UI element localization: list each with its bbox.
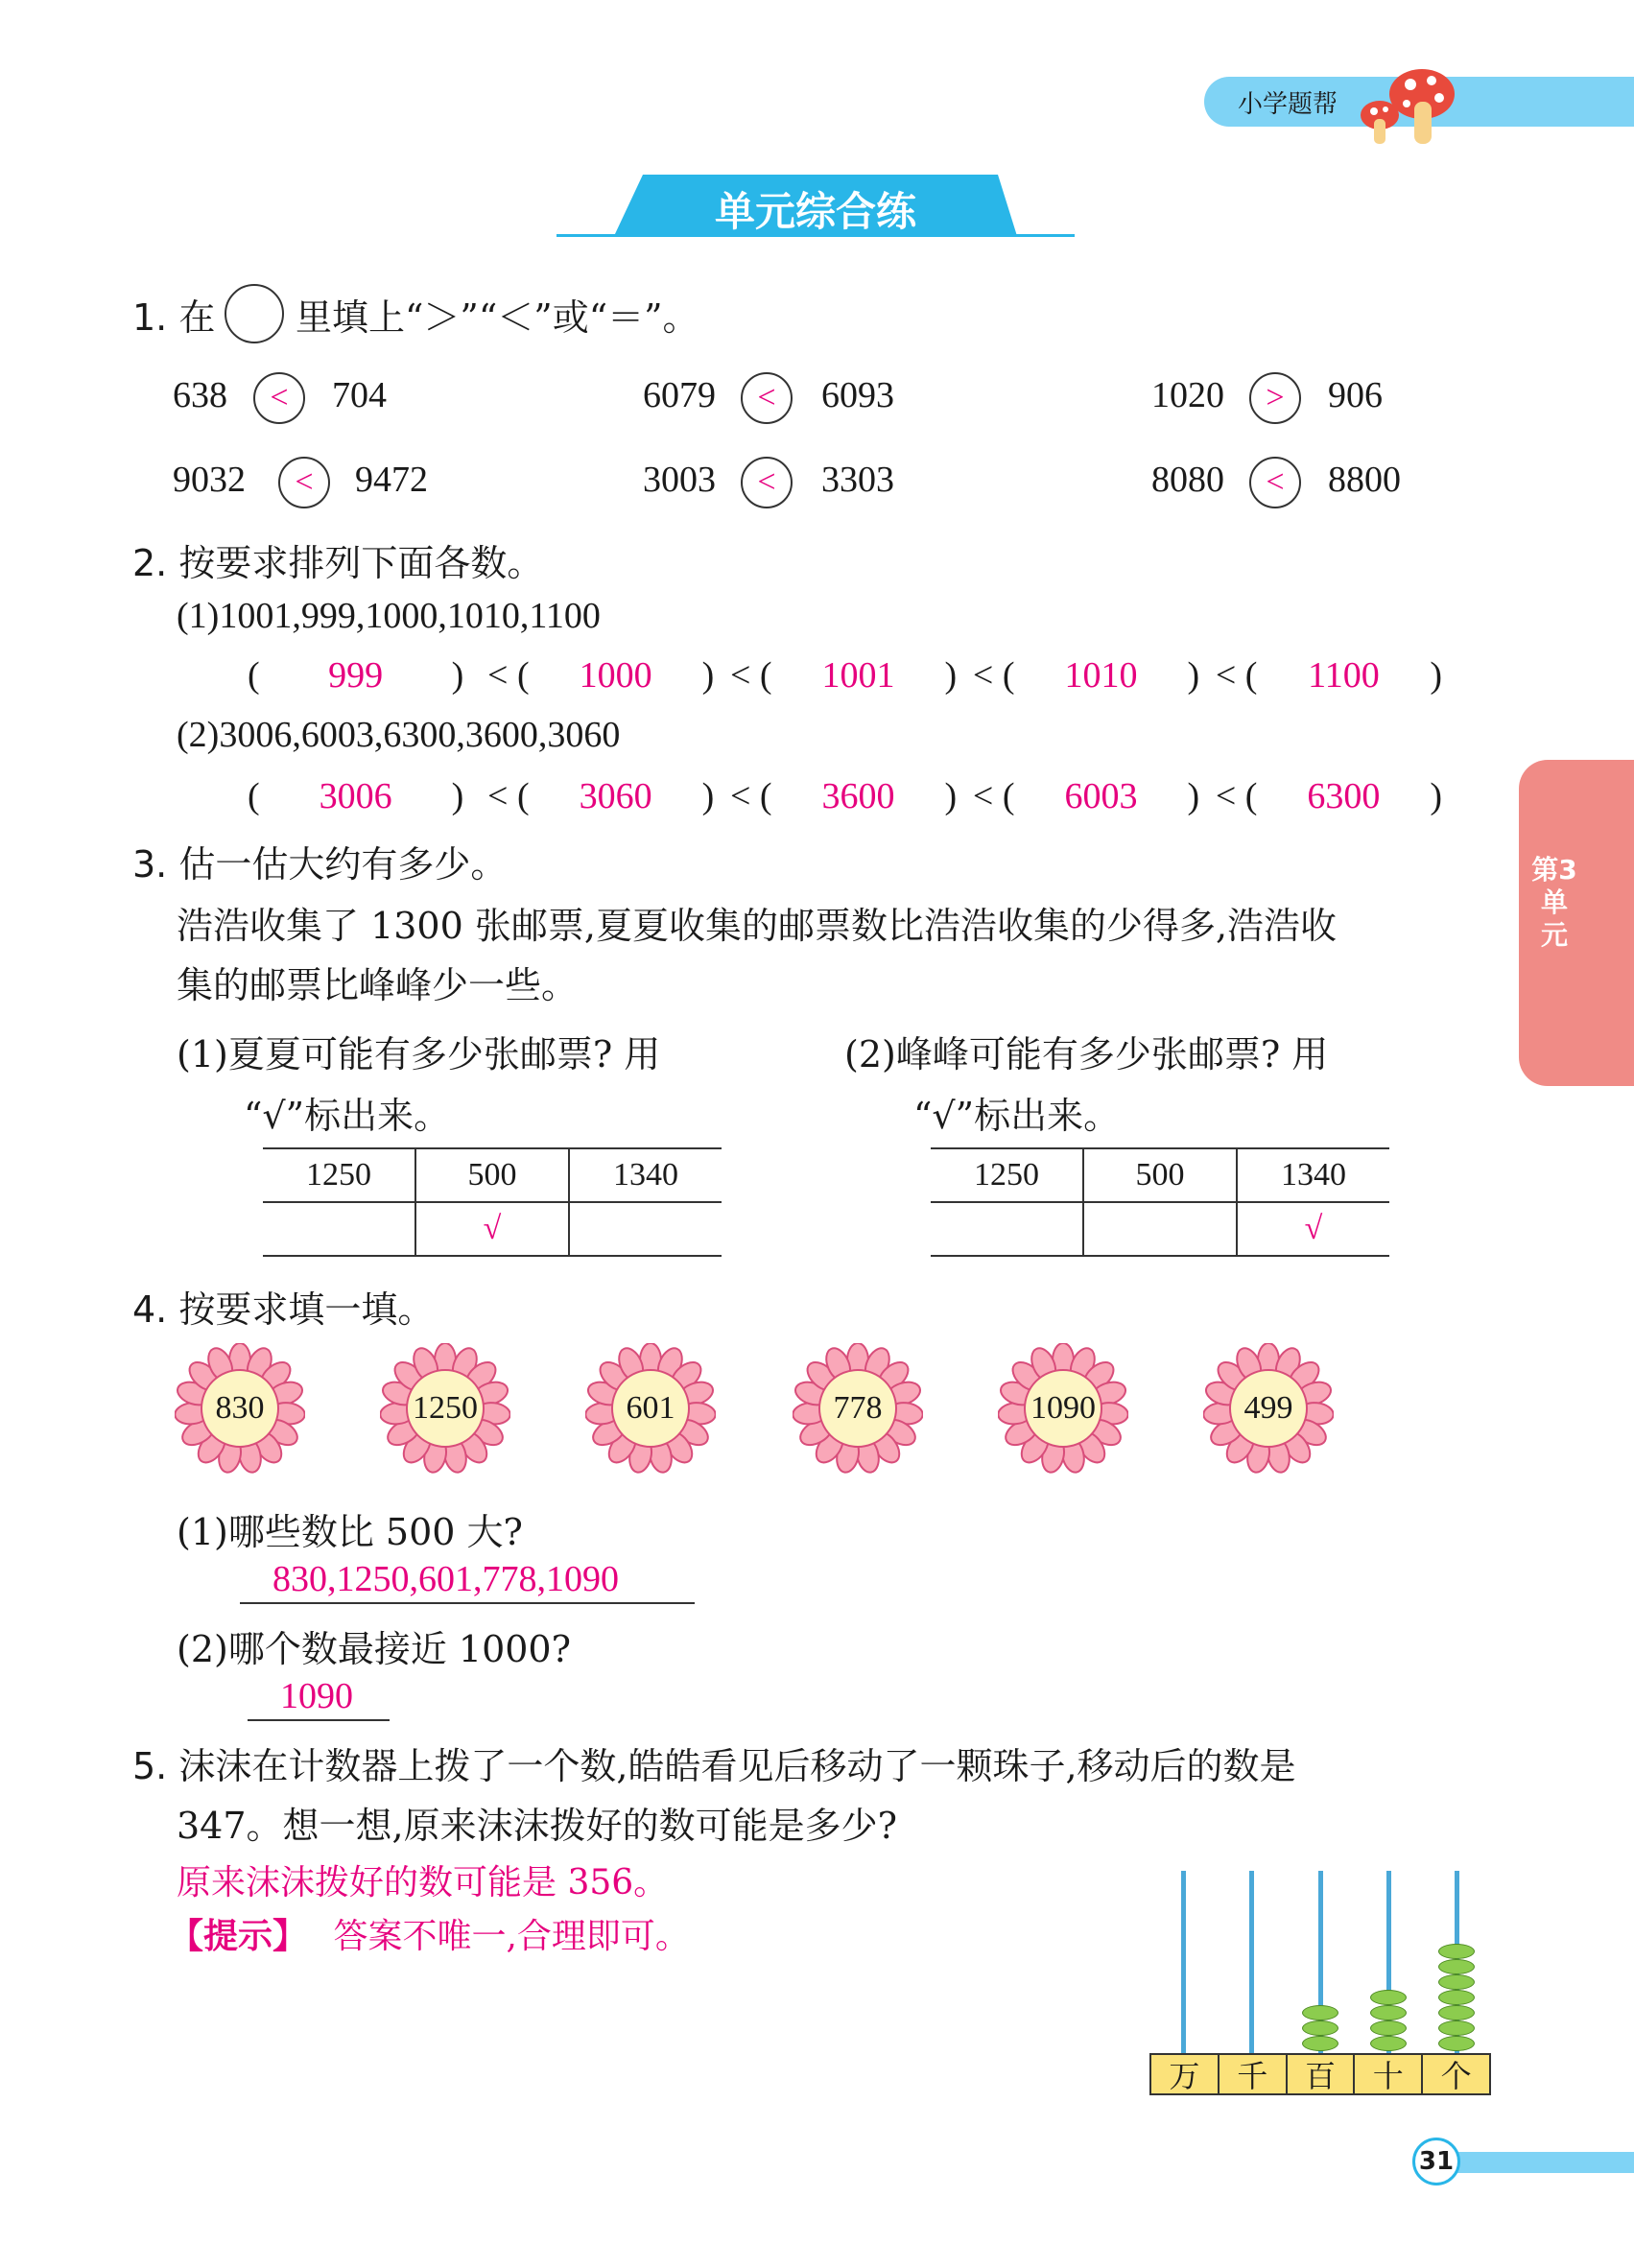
q2-part2-label: (2): [177, 715, 220, 755]
side-tab-text: [1530, 854, 1578, 952]
q2-part1-blank-4[interactable]: ( 1100 ): [1244, 655, 1443, 696]
cmp-r1c2-op[interactable]: <: [1249, 457, 1301, 508]
flower-number: 499: [1243, 1390, 1293, 1426]
table-cell: 1340: [1237, 1148, 1389, 1202]
cmp-r1c2-b: 8800: [1328, 460, 1401, 500]
abacus-bead[interactable]: [1438, 1944, 1475, 1959]
abacus-place: 百: [1286, 2055, 1354, 2093]
flower-number: 778: [833, 1390, 883, 1426]
flower-number: 601: [626, 1390, 675, 1426]
q5-hint-label: 【提示】: [169, 1917, 308, 1956]
cmp-r1c2-a: 8080: [1151, 460, 1224, 500]
q4-prompt: [132, 1280, 434, 1333]
q3-prompt-text: 估一估大约有多少。: [178, 843, 508, 886]
abacus-bead[interactable]: [1302, 2036, 1338, 2051]
abacus-bead[interactable]: [1370, 2020, 1407, 2036]
abacus-place: 个: [1421, 2055, 1489, 2093]
abacus-rod: [1249, 1871, 1254, 2053]
q3-part1-table: [263, 1147, 722, 1257]
q4-part1-answer-line: [240, 1602, 695, 1604]
abacus-bead[interactable]: [1370, 1990, 1407, 2005]
abacus-place: 千: [1218, 2055, 1286, 2093]
q4-part2-answer[interactable]: 1090: [280, 1676, 353, 1716]
check-cell[interactable]: [1083, 1202, 1237, 1256]
abacus-bead[interactable]: [1438, 1974, 1475, 1990]
q2-part1-label: (1): [177, 596, 220, 636]
q1-blank-circle: [225, 284, 284, 343]
page-number: 31: [1412, 2138, 1460, 2185]
q2-part1-blank-2[interactable]: ( 1001 ): [759, 655, 958, 696]
q3-part1-line1: (1)夏夏可能有多少张邮票? 用: [177, 1033, 661, 1075]
cmp-r1c0-op[interactable]: <: [278, 457, 330, 508]
cmp-r0c0-a: 638: [173, 375, 227, 415]
q2-part2-blank-3[interactable]: ( 6003 ): [1002, 776, 1200, 816]
cmp-r0c1-a: 6079: [643, 375, 716, 415]
q5-line2: 347。想一想,原来沫沫拨好的数可能是多少?: [177, 1805, 897, 1847]
q3-part1-line2: “√”标出来。: [244, 1095, 451, 1137]
abacus-bead[interactable]: [1302, 2020, 1338, 2036]
q3-part2-line1: (2)峰峰可能有多少张邮票? 用: [844, 1033, 1329, 1075]
q4-part1-answer[interactable]: 830,1250,601,778,1090: [272, 1559, 619, 1599]
cmp-r0c2-a: 1020: [1151, 375, 1224, 415]
q2-part1-answer-3: 1010: [1064, 655, 1138, 696]
q2-prompt: [132, 533, 543, 586]
q2-part1-blanks: ( 999 ) < ( 1000 ) < ( 1001 ) < ( 1010 ) < ( 1100 ): [248, 654, 1458, 697]
abacus-bead[interactable]: [1438, 2020, 1475, 2036]
side-tab-label: 第3单元: [1531, 854, 1577, 951]
q2-part1-answer-2: 1001: [821, 655, 895, 696]
q2-part2-answer-0: 3006: [319, 776, 392, 816]
q3-part2-table: [931, 1147, 1389, 1257]
table-cell: 500: [415, 1148, 569, 1202]
q2-part2-blank-4[interactable]: ( 6300 ): [1244, 776, 1443, 816]
q1-number: 1.: [132, 296, 168, 339]
q1-prompt: [132, 288, 215, 341]
q2-part1-blank-1[interactable]: ( 1000 ): [516, 655, 715, 696]
q5-line1: [132, 1736, 1296, 1789]
abacus-bead[interactable]: [1438, 1990, 1475, 2005]
q3-prompt: [132, 835, 507, 887]
flower-number: 1250: [413, 1390, 478, 1426]
check-cell[interactable]: √: [415, 1202, 569, 1256]
q5-number: 5.: [132, 1745, 168, 1787]
abacus-bead[interactable]: [1370, 2005, 1407, 2020]
abacus-place: 十: [1353, 2055, 1421, 2093]
abacus-bead[interactable]: [1438, 1959, 1475, 1974]
q2-part1-blank-3[interactable]: ( 1010 ): [1002, 655, 1200, 696]
cmp-r0c0-op[interactable]: <: [253, 372, 305, 424]
q2-part2-answer-1: 3060: [579, 776, 652, 816]
page-number-bar: [1439, 2152, 1634, 2173]
cmp-r0c0-b: 704: [332, 375, 387, 415]
q3-text-line1: 浩浩收集了 1300 张邮票,夏夏收集的邮票数比浩浩收集的少得多,浩浩收: [177, 905, 1338, 947]
q2-part2-blank-1[interactable]: ( 3060 ): [516, 776, 715, 816]
q5-hint-text: 答案不唯一,合理即可。: [333, 1917, 690, 1956]
q4-part2-answer-line: [248, 1719, 390, 1721]
table-cell: 1340: [569, 1148, 722, 1202]
check-cell[interactable]: [263, 1202, 415, 1256]
brand-name: 小学题帮: [1238, 90, 1338, 119]
q2-part2-answer-3: 6003: [1064, 776, 1138, 816]
abacus-bead[interactable]: [1438, 2036, 1475, 2051]
cmp-r1c0-b: 9472: [355, 460, 428, 500]
check-cell[interactable]: [569, 1202, 722, 1256]
abacus-base: [1149, 2053, 1491, 2095]
abacus-bead[interactable]: [1438, 2005, 1475, 2020]
cmp-r0c1-b: 6093: [821, 375, 894, 415]
q2-part1-blank-0[interactable]: ( 999 ): [248, 655, 464, 696]
q4-part1-question: (1)哪些数比 500 大?: [177, 1511, 523, 1553]
q3-text-line2: 集的邮票比峰峰少一些。: [177, 964, 579, 1006]
q2-part1-numbers: [177, 595, 601, 637]
flower-number: 830: [215, 1390, 265, 1426]
q2-part1-answer-4: 1100: [1308, 655, 1380, 696]
q1-prompt-before: 在: [178, 296, 216, 339]
q4-number: 4.: [132, 1288, 168, 1331]
abacus-rod: [1181, 1871, 1186, 2053]
abacus-bead[interactable]: [1370, 2036, 1407, 2051]
table-cell: 1250: [263, 1148, 415, 1202]
flower-number: 1090: [1030, 1390, 1096, 1426]
cmp-r0c2-op[interactable]: >: [1249, 372, 1301, 424]
section-title: 单元综合练: [714, 188, 916, 235]
q4-part2-question: (2)哪个数最接近 1000?: [177, 1628, 571, 1670]
cmp-r1c1-b: 3303: [821, 460, 894, 500]
q5-hint: [169, 1909, 690, 1958]
q2-part2-blank-0[interactable]: ( 3006 ): [248, 776, 464, 816]
cmp-r0c2-b: 906: [1328, 375, 1383, 415]
q5-answer: 原来沫沫拨好的数可能是 356。: [177, 1863, 669, 1902]
q2-part2-blank-2[interactable]: ( 3600 ): [759, 776, 958, 816]
abacus-place: 万: [1169, 2058, 1200, 2094]
q1-prompt-after: 里填上“＞”“＜”或“＝”。: [296, 296, 699, 339]
abacus-bead[interactable]: [1302, 2005, 1338, 2020]
table-cell: 500: [1083, 1148, 1237, 1202]
q2-part2-list: 3006,6003,6300,3600,3060: [219, 715, 621, 755]
q2-part1-answer-0: 999: [328, 655, 384, 696]
q3-part2-line2: “√”标出来。: [913, 1095, 1121, 1137]
q2-part2-blanks: ( 3006 ) < ( 3060 ) < ( 3600 ) < ( 6003 ) < ( 6300 ): [248, 775, 1458, 817]
cmp-r1c1-op[interactable]: <: [741, 457, 793, 508]
q3-number: 3.: [132, 843, 168, 886]
cmp-r1c1-a: 3003: [643, 460, 716, 500]
check-cell[interactable]: [931, 1202, 1083, 1256]
q2-part2-answer-2: 3600: [821, 776, 895, 816]
table-cell: 1250: [931, 1148, 1083, 1202]
q2-prompt-text: 按要求排列下面各数。: [178, 542, 544, 584]
cmp-r0c1-op[interactable]: <: [741, 372, 793, 424]
cmp-r1c0-a: 9032: [173, 460, 246, 500]
q2-part2-numbers: [177, 714, 620, 756]
check-cell[interactable]: √: [1237, 1202, 1389, 1256]
q2-part1-answer-1: 1000: [579, 655, 652, 696]
mushroom-icon: [1353, 56, 1468, 148]
q5-line1-text: 沫沫在计数器上拨了一个数,皓皓看见后移动了一颗珠子,移动后的数是: [178, 1745, 1296, 1787]
q2-number: 2.: [132, 542, 168, 584]
q4-prompt-text: 按要求填一填。: [178, 1288, 435, 1331]
q2-part2-answer-4: 6300: [1307, 776, 1381, 816]
q2-part1-list: 1001,999,1000,1010,1100: [219, 596, 601, 636]
